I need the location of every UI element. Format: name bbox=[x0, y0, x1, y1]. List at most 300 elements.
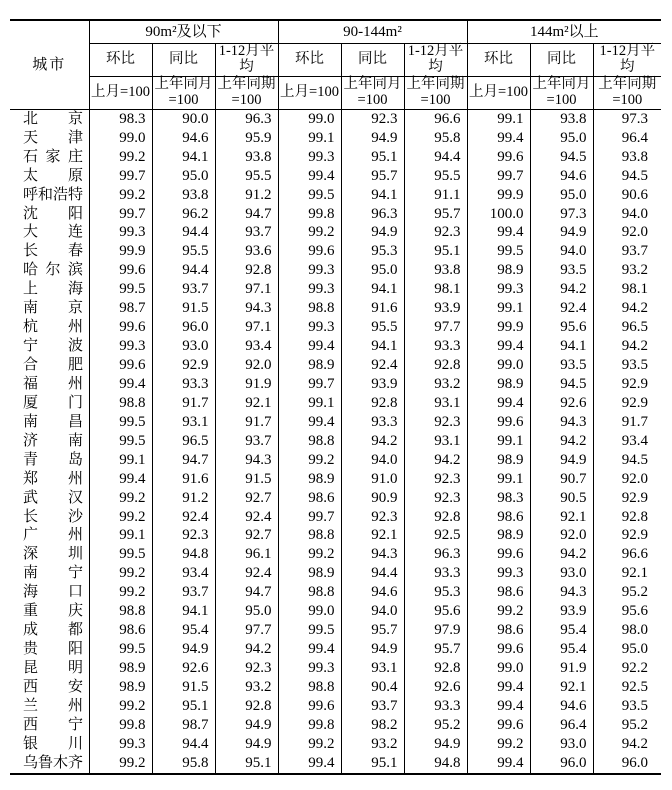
index-value-cell: 94.4 bbox=[341, 564, 404, 583]
index-value-cell: 95.2 bbox=[404, 716, 467, 735]
index-value-cell: 93.7 bbox=[152, 583, 215, 602]
index-value-cell: 97.3 bbox=[530, 205, 593, 224]
city-name-cell: 昆 明 bbox=[23, 660, 83, 677]
table-row bbox=[10, 678, 661, 697]
index-value-cell: 96.3 bbox=[404, 545, 467, 564]
index-value-cell: 94.2 bbox=[593, 299, 661, 318]
index-value-cell: 96.4 bbox=[530, 716, 593, 735]
index-value-cell: 94.8 bbox=[152, 545, 215, 564]
city-name-cell: 武 汉 bbox=[23, 489, 83, 506]
index-value-cell: 93.3 bbox=[404, 337, 467, 356]
index-value-cell: 99.4 bbox=[467, 697, 530, 716]
table-row bbox=[10, 508, 661, 527]
table-row bbox=[10, 659, 661, 678]
index-value-cell: 99.1 bbox=[467, 470, 530, 489]
index-value-cell: 99.0 bbox=[89, 129, 152, 148]
city-name-cell: 哈 尔 滨 bbox=[23, 262, 83, 279]
index-value-cell: 94.1 bbox=[152, 148, 215, 167]
index-value-cell: 98.7 bbox=[152, 716, 215, 735]
index-value-cell: 99.3 bbox=[278, 318, 341, 337]
index-value-cell: 91.9 bbox=[530, 659, 593, 678]
index-value-cell: 93.2 bbox=[341, 735, 404, 754]
index-value-cell: 95.6 bbox=[593, 602, 661, 621]
index-value-cell: 98.1 bbox=[593, 280, 661, 299]
index-value-cell: 93.5 bbox=[530, 261, 593, 280]
index-value-cell: 92.0 bbox=[593, 470, 661, 489]
index-value-cell: 93.2 bbox=[404, 375, 467, 394]
city-name-cell: 沈 阳 bbox=[23, 205, 83, 222]
index-value-cell: 94.9 bbox=[215, 716, 278, 735]
index-value-cell: 95.0 bbox=[341, 261, 404, 280]
table-row bbox=[10, 451, 661, 470]
index-value-cell: 93.3 bbox=[152, 375, 215, 394]
index-value-cell: 94.0 bbox=[530, 242, 593, 261]
index-value-cell: 92.1 bbox=[530, 508, 593, 527]
index-value-cell: 92.3 bbox=[404, 413, 467, 432]
index-value-cell: 91.5 bbox=[152, 299, 215, 318]
table-row bbox=[10, 167, 661, 186]
index-value-cell: 94.3 bbox=[215, 299, 278, 318]
index-value-cell: 99.1 bbox=[89, 527, 152, 546]
index-value-cell: 99.7 bbox=[89, 205, 152, 224]
index-value-cell: 95.5 bbox=[341, 318, 404, 337]
header-row-groups bbox=[10, 20, 661, 44]
index-value-cell: 93.9 bbox=[530, 602, 593, 621]
city-name-cell: 郑 州 bbox=[23, 470, 83, 487]
index-value-cell: 94.9 bbox=[404, 735, 467, 754]
index-value-cell: 93.5 bbox=[530, 356, 593, 375]
index-value-cell: 92.0 bbox=[215, 356, 278, 375]
index-value-cell: 99.2 bbox=[89, 186, 152, 205]
index-value-cell: 93.0 bbox=[530, 564, 593, 583]
city-name-cell: 贵 阳 bbox=[23, 641, 83, 658]
table-row bbox=[10, 735, 661, 754]
index-value-cell: 93.7 bbox=[341, 697, 404, 716]
city-name-cell: 上 海 bbox=[23, 281, 83, 298]
index-value-cell: 99.8 bbox=[278, 716, 341, 735]
index-value-cell: 99.8 bbox=[89, 716, 152, 735]
index-value-cell: 95.5 bbox=[404, 167, 467, 186]
index-value-cell: 92.8 bbox=[404, 356, 467, 375]
index-value-cell: 98.6 bbox=[467, 621, 530, 640]
index-value-cell: 91.6 bbox=[341, 299, 404, 318]
city-name-cell: 呼 和 浩 特 bbox=[23, 186, 84, 203]
index-value-cell: 95.1 bbox=[341, 148, 404, 167]
city-name-cell: 南 昌 bbox=[23, 413, 83, 430]
index-value-cell: 95.0 bbox=[593, 640, 661, 659]
column-group-144-above: 144m²以上 bbox=[467, 20, 661, 44]
index-value-cell: 91.5 bbox=[152, 678, 215, 697]
column-header-avg: 1-12月平均 bbox=[404, 44, 467, 77]
index-value-cell: 92.3 bbox=[341, 508, 404, 527]
index-value-cell: 92.3 bbox=[215, 659, 278, 678]
index-value-cell: 97.7 bbox=[404, 318, 467, 337]
index-value-cell: 99.9 bbox=[467, 186, 530, 205]
index-value-cell: 94.0 bbox=[341, 451, 404, 470]
column-group-90-and-below: 90m²及以下 bbox=[89, 20, 278, 44]
index-value-cell: 92.0 bbox=[530, 527, 593, 546]
table-row bbox=[10, 224, 661, 243]
index-value-cell: 94.2 bbox=[530, 280, 593, 299]
index-value-cell: 93.9 bbox=[341, 375, 404, 394]
index-value-cell: 93.4 bbox=[152, 564, 215, 583]
table-row bbox=[10, 394, 661, 413]
index-value-cell: 99.4 bbox=[278, 413, 341, 432]
index-value-cell: 92.1 bbox=[593, 564, 661, 583]
table-row bbox=[10, 489, 661, 508]
index-value-cell: 92.9 bbox=[593, 489, 661, 508]
index-value-cell: 99.3 bbox=[89, 735, 152, 754]
index-value-cell: 94.9 bbox=[530, 224, 593, 243]
index-value-cell: 92.2 bbox=[593, 659, 661, 678]
city-name-cell: 南 京 bbox=[23, 300, 83, 317]
index-value-cell: 91.1 bbox=[404, 186, 467, 205]
index-value-cell: 99.4 bbox=[89, 375, 152, 394]
index-value-cell: 92.3 bbox=[341, 109, 404, 128]
index-value-cell: 96.1 bbox=[215, 545, 278, 564]
column-header-yoy: 同比 bbox=[530, 44, 593, 77]
city-name-cell: 广 州 bbox=[23, 527, 83, 544]
index-value-cell: 99.2 bbox=[89, 583, 152, 602]
index-value-cell: 94.0 bbox=[341, 602, 404, 621]
table-row bbox=[10, 375, 661, 394]
index-value-cell: 93.8 bbox=[530, 109, 593, 128]
index-value-cell: 98.8 bbox=[278, 678, 341, 697]
index-value-cell: 92.4 bbox=[152, 508, 215, 527]
index-value-cell: 94.9 bbox=[530, 451, 593, 470]
index-value-cell: 91.7 bbox=[152, 394, 215, 413]
column-base-same-period-last-year: 上年同期=100 bbox=[404, 77, 467, 110]
index-value-cell: 98.1 bbox=[404, 280, 467, 299]
index-value-cell: 94.7 bbox=[215, 583, 278, 602]
table-row bbox=[10, 602, 661, 621]
city-name-cell: 天 津 bbox=[23, 129, 83, 146]
index-value-cell: 99.3 bbox=[467, 564, 530, 583]
index-value-cell: 99.4 bbox=[278, 337, 341, 356]
city-name-cell: 海 口 bbox=[23, 584, 83, 601]
index-value-cell: 93.1 bbox=[404, 394, 467, 413]
index-value-cell: 99.1 bbox=[467, 109, 530, 128]
table-row bbox=[10, 432, 661, 451]
city-name-cell: 青 岛 bbox=[23, 451, 83, 468]
index-value-cell: 99.3 bbox=[89, 224, 152, 243]
table-row bbox=[10, 564, 661, 583]
index-value-cell: 92.4 bbox=[215, 564, 278, 583]
header-row-base bbox=[10, 77, 661, 110]
index-value-cell: 93.5 bbox=[593, 356, 661, 375]
index-value-cell: 96.3 bbox=[215, 109, 278, 128]
index-value-cell: 92.3 bbox=[404, 224, 467, 243]
index-value-cell: 97.1 bbox=[215, 280, 278, 299]
table-row bbox=[10, 716, 661, 735]
index-value-cell: 96.2 bbox=[152, 205, 215, 224]
index-value-cell: 93.2 bbox=[593, 261, 661, 280]
column-header-avg: 1-12月平均 bbox=[593, 44, 661, 77]
table-row bbox=[10, 205, 661, 224]
index-value-cell: 91.6 bbox=[152, 470, 215, 489]
index-value-cell: 95.7 bbox=[404, 205, 467, 224]
index-value-cell: 95.1 bbox=[215, 754, 278, 774]
index-value-cell: 91.7 bbox=[215, 413, 278, 432]
index-value-cell: 99.3 bbox=[467, 280, 530, 299]
index-value-cell: 99.3 bbox=[278, 261, 341, 280]
index-value-cell: 99.9 bbox=[89, 242, 152, 261]
column-header-mom: 环比 bbox=[278, 44, 341, 77]
table-row bbox=[10, 545, 661, 564]
index-value-cell: 99.2 bbox=[467, 602, 530, 621]
index-value-cell: 92.9 bbox=[152, 356, 215, 375]
index-value-cell: 92.0 bbox=[593, 224, 661, 243]
index-value-cell: 92.4 bbox=[341, 356, 404, 375]
index-value-cell: 98.8 bbox=[278, 299, 341, 318]
header-row-subcolumns bbox=[10, 44, 661, 77]
index-value-cell: 99.6 bbox=[89, 356, 152, 375]
index-value-cell: 90.7 bbox=[530, 470, 593, 489]
city-name-cell: 长 沙 bbox=[23, 508, 83, 525]
index-value-cell: 97.7 bbox=[215, 621, 278, 640]
index-value-cell: 95.2 bbox=[593, 583, 661, 602]
index-value-cell: 99.1 bbox=[89, 451, 152, 470]
column-base-same-month-last-year: 上年同月=100 bbox=[530, 77, 593, 110]
index-value-cell: 95.7 bbox=[341, 167, 404, 186]
index-value-cell: 98.9 bbox=[467, 375, 530, 394]
index-value-cell: 99.7 bbox=[278, 508, 341, 527]
city-name-cell: 西 宁 bbox=[23, 716, 83, 733]
column-header-city: 城市 bbox=[10, 20, 89, 109]
table-row bbox=[10, 337, 661, 356]
index-value-cell: 92.3 bbox=[404, 470, 467, 489]
price-index-table bbox=[10, 19, 661, 775]
index-value-cell: 94.2 bbox=[215, 640, 278, 659]
index-value-cell: 99.6 bbox=[467, 640, 530, 659]
city-name-cell: 福 州 bbox=[23, 375, 83, 392]
city-name-cell: 北 京 bbox=[23, 110, 83, 127]
column-base-prev-month: 上月=100 bbox=[278, 77, 341, 110]
index-value-cell: 92.7 bbox=[215, 489, 278, 508]
index-value-cell: 98.6 bbox=[89, 621, 152, 640]
index-value-cell: 99.6 bbox=[278, 242, 341, 261]
table-row bbox=[10, 754, 661, 774]
index-value-cell: 99.4 bbox=[278, 640, 341, 659]
index-value-cell: 97.1 bbox=[215, 318, 278, 337]
index-value-cell: 93.2 bbox=[215, 678, 278, 697]
index-value-cell: 96.4 bbox=[593, 129, 661, 148]
index-value-cell: 98.9 bbox=[278, 356, 341, 375]
index-value-cell: 95.3 bbox=[341, 242, 404, 261]
index-value-cell: 99.0 bbox=[467, 356, 530, 375]
city-name-cell: 宁 波 bbox=[23, 338, 83, 355]
index-value-cell: 90.9 bbox=[341, 489, 404, 508]
city-name-cell: 重 庆 bbox=[23, 603, 83, 620]
index-value-cell: 91.2 bbox=[152, 489, 215, 508]
index-value-cell: 99.4 bbox=[467, 337, 530, 356]
table-row bbox=[10, 186, 661, 205]
index-value-cell: 90.5 bbox=[530, 489, 593, 508]
index-value-cell: 94.2 bbox=[530, 432, 593, 451]
index-value-cell: 98.9 bbox=[89, 659, 152, 678]
index-value-cell: 92.9 bbox=[593, 375, 661, 394]
city-name-cell: 杭 州 bbox=[23, 319, 83, 336]
index-value-cell: 94.5 bbox=[593, 451, 661, 470]
index-value-cell: 99.6 bbox=[467, 716, 530, 735]
index-value-cell: 99.0 bbox=[278, 602, 341, 621]
index-value-cell: 99.6 bbox=[89, 318, 152, 337]
index-value-cell: 90.0 bbox=[152, 109, 215, 128]
index-value-cell: 93.7 bbox=[152, 280, 215, 299]
index-value-cell: 99.6 bbox=[89, 261, 152, 280]
index-value-cell: 94.4 bbox=[152, 261, 215, 280]
index-value-cell: 99.6 bbox=[467, 545, 530, 564]
index-value-cell: 98.8 bbox=[278, 527, 341, 546]
index-value-cell: 92.6 bbox=[530, 394, 593, 413]
index-value-cell: 93.7 bbox=[593, 242, 661, 261]
index-value-cell: 99.8 bbox=[278, 205, 341, 224]
city-name-cell: 太 原 bbox=[23, 167, 83, 184]
index-value-cell: 95.4 bbox=[530, 621, 593, 640]
column-base-same-month-last-year: 上年同月=100 bbox=[152, 77, 215, 110]
index-value-cell: 94.2 bbox=[341, 432, 404, 451]
column-header-yoy: 同比 bbox=[152, 44, 215, 77]
index-value-cell: 94.8 bbox=[404, 754, 467, 774]
index-value-cell: 99.4 bbox=[467, 394, 530, 413]
index-value-cell: 99.1 bbox=[278, 129, 341, 148]
index-value-cell: 92.6 bbox=[152, 659, 215, 678]
index-value-cell: 94.1 bbox=[152, 602, 215, 621]
index-value-cell: 98.6 bbox=[278, 489, 341, 508]
index-value-cell: 94.3 bbox=[215, 451, 278, 470]
index-value-cell: 96.5 bbox=[152, 432, 215, 451]
city-name-cell: 济 南 bbox=[23, 432, 83, 449]
price-index-table-wrapper bbox=[10, 19, 661, 775]
index-value-cell: 98.6 bbox=[467, 583, 530, 602]
index-value-cell: 93.7 bbox=[215, 224, 278, 243]
index-value-cell: 93.8 bbox=[152, 186, 215, 205]
index-value-cell: 98.8 bbox=[89, 602, 152, 621]
index-value-cell: 99.5 bbox=[278, 621, 341, 640]
index-value-cell: 99.4 bbox=[467, 678, 530, 697]
index-value-cell: 96.6 bbox=[593, 545, 661, 564]
index-value-cell: 92.4 bbox=[215, 508, 278, 527]
index-value-cell: 94.4 bbox=[152, 735, 215, 754]
table-row bbox=[10, 109, 661, 128]
index-value-cell: 99.2 bbox=[89, 489, 152, 508]
index-value-cell: 98.9 bbox=[278, 564, 341, 583]
index-value-cell: 99.5 bbox=[89, 280, 152, 299]
table-row bbox=[10, 356, 661, 375]
index-value-cell: 95.4 bbox=[152, 621, 215, 640]
city-name-cell: 成 都 bbox=[23, 622, 83, 639]
index-value-cell: 99.7 bbox=[467, 167, 530, 186]
index-value-cell: 93.1 bbox=[341, 659, 404, 678]
index-value-cell: 95.7 bbox=[341, 621, 404, 640]
index-value-cell: 92.6 bbox=[404, 678, 467, 697]
column-base-prev-month: 上月=100 bbox=[89, 77, 152, 110]
index-value-cell: 99.5 bbox=[89, 640, 152, 659]
index-value-cell: 94.5 bbox=[530, 148, 593, 167]
index-value-cell: 94.1 bbox=[341, 337, 404, 356]
index-value-cell: 99.5 bbox=[467, 242, 530, 261]
index-value-cell: 95.5 bbox=[152, 242, 215, 261]
city-name-cell: 厦 门 bbox=[23, 394, 83, 411]
index-value-cell: 93.8 bbox=[404, 261, 467, 280]
index-value-cell: 94.5 bbox=[530, 375, 593, 394]
table-row bbox=[10, 527, 661, 546]
index-value-cell: 96.5 bbox=[593, 318, 661, 337]
index-value-cell: 92.3 bbox=[404, 489, 467, 508]
table-row bbox=[10, 640, 661, 659]
index-value-cell: 99.5 bbox=[89, 413, 152, 432]
index-value-cell: 99.4 bbox=[278, 167, 341, 186]
index-value-cell: 91.9 bbox=[215, 375, 278, 394]
index-value-cell: 99.3 bbox=[278, 280, 341, 299]
index-value-cell: 95.4 bbox=[530, 640, 593, 659]
table-row bbox=[10, 242, 661, 261]
index-value-cell: 94.3 bbox=[530, 583, 593, 602]
table-row bbox=[10, 621, 661, 640]
index-value-cell: 93.7 bbox=[215, 432, 278, 451]
index-value-cell: 99.5 bbox=[89, 545, 152, 564]
index-value-cell: 92.9 bbox=[593, 394, 661, 413]
index-value-cell: 93.4 bbox=[593, 432, 661, 451]
table-row bbox=[10, 280, 661, 299]
index-value-cell: 94.9 bbox=[341, 129, 404, 148]
index-value-cell: 95.6 bbox=[530, 318, 593, 337]
index-value-cell: 95.0 bbox=[530, 186, 593, 205]
index-value-cell: 99.1 bbox=[467, 299, 530, 318]
index-value-cell: 98.2 bbox=[341, 716, 404, 735]
index-value-cell: 98.7 bbox=[89, 299, 152, 318]
index-value-cell: 99.6 bbox=[467, 148, 530, 167]
index-value-cell: 90.4 bbox=[341, 678, 404, 697]
index-value-cell: 99.1 bbox=[278, 394, 341, 413]
index-value-cell: 94.0 bbox=[593, 205, 661, 224]
index-value-cell: 93.3 bbox=[341, 413, 404, 432]
city-name-cell: 石 家 庄 bbox=[23, 148, 83, 165]
index-value-cell: 95.9 bbox=[215, 129, 278, 148]
index-value-cell: 97.9 bbox=[404, 621, 467, 640]
column-group-90-144: 90-144m² bbox=[278, 20, 467, 44]
index-value-cell: 99.4 bbox=[278, 754, 341, 774]
index-value-cell: 95.1 bbox=[152, 697, 215, 716]
index-value-cell: 99.4 bbox=[467, 129, 530, 148]
index-value-cell: 99.2 bbox=[89, 148, 152, 167]
index-value-cell: 94.4 bbox=[152, 224, 215, 243]
column-header-avg: 1-12月平均 bbox=[215, 44, 278, 77]
index-value-cell: 95.7 bbox=[404, 640, 467, 659]
index-value-cell: 94.5 bbox=[593, 167, 661, 186]
index-value-cell: 92.1 bbox=[341, 527, 404, 546]
index-value-cell: 93.8 bbox=[215, 148, 278, 167]
index-value-cell: 92.7 bbox=[215, 527, 278, 546]
index-value-cell: 96.0 bbox=[593, 754, 661, 774]
index-value-cell: 92.8 bbox=[404, 508, 467, 527]
index-value-cell: 95.8 bbox=[152, 754, 215, 774]
index-value-cell: 99.3 bbox=[278, 659, 341, 678]
index-value-cell: 92.1 bbox=[530, 678, 593, 697]
index-value-cell: 98.8 bbox=[278, 583, 341, 602]
column-header-mom: 环比 bbox=[467, 44, 530, 77]
index-value-cell: 98.8 bbox=[89, 394, 152, 413]
index-value-cell: 94.7 bbox=[152, 451, 215, 470]
index-value-cell: 99.2 bbox=[89, 564, 152, 583]
index-value-cell: 99.6 bbox=[467, 413, 530, 432]
table-row bbox=[10, 318, 661, 337]
index-value-cell: 92.4 bbox=[530, 299, 593, 318]
index-value-cell: 95.1 bbox=[404, 242, 467, 261]
index-value-cell: 96.3 bbox=[341, 205, 404, 224]
index-value-cell: 92.3 bbox=[152, 527, 215, 546]
column-header-yoy: 同比 bbox=[341, 44, 404, 77]
